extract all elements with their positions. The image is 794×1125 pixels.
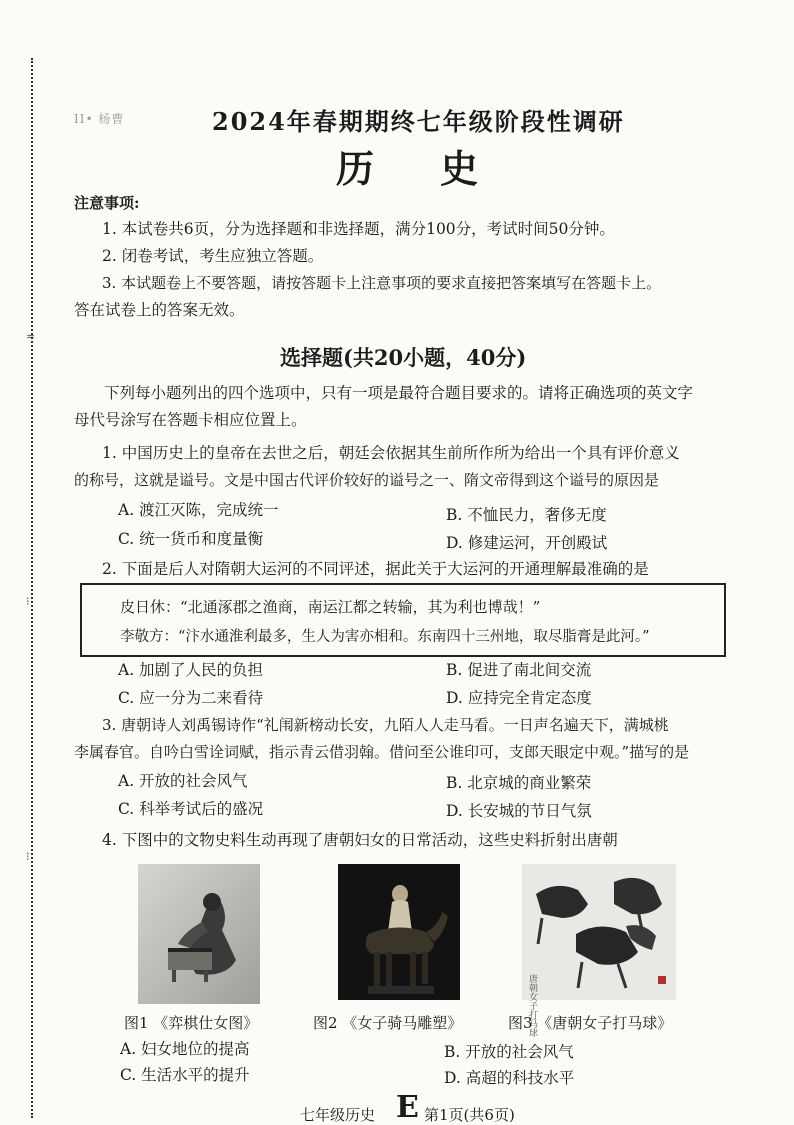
- exam-title: 2024年春期期终七年级阶段性调研: [212, 107, 625, 136]
- q4-option-c: C. 生活水平的提升: [120, 1066, 250, 1084]
- q1-option-c: C. 统一货币和度量衡: [118, 530, 264, 548]
- svg-text:唐朝女子打马球: 唐朝女子打马球: [527, 974, 537, 1037]
- q1-stem: 1. 中国历史上的皇帝在去世之后，朝廷会依据其生前所作所为给出一个具有评价意义: [102, 444, 680, 462]
- figure-3-caption: 图3 《唐朝女子打马球》: [508, 1014, 673, 1032]
- figure-1-caption: 图1 《弈棋仕女图》: [124, 1014, 259, 1032]
- note-item: 答在试卷上的答案无效。: [74, 301, 245, 319]
- q2-option-d: D. 应持完全肯定态度: [446, 689, 592, 707]
- q3-stem: 3. 唐朝诗人刘禹锡诗作“礼闱新榜动长安，九陌人人走马看。一日声名遍天下，满城桃: [102, 716, 669, 734]
- q4-stem: 4. 下图中的文物史料生动再现了唐朝妇女的日常活动，这些史料折射出唐朝: [102, 831, 618, 849]
- binding-mark: ≈: [26, 330, 36, 343]
- q4-option-d: D. 高超的科技水平: [444, 1069, 575, 1087]
- q2-option-a: A. 加剧了人民的负担: [118, 661, 264, 679]
- footer-subject: 七年级历史: [300, 1106, 376, 1124]
- section-title: 选择题(共20小题，40分): [280, 345, 527, 370]
- instruction-line: 母代号涂写在答题卡相应位置上。: [74, 411, 307, 429]
- figure-1-image: [138, 864, 260, 1004]
- q1-option-b: B. 不恤民力，奢侈无度: [446, 506, 607, 524]
- subject-title: 历史: [336, 146, 545, 191]
- q2-option-b: B. 促进了南北间交流: [446, 661, 592, 679]
- note-item: 3. 本试题卷上不要答题，请按答题卡上注意事项的要求直接把答案填写在答题卡上。: [102, 274, 662, 292]
- notes-heading: 注意事项:: [74, 194, 140, 212]
- binding-dotted-line: [31, 58, 33, 1118]
- q3-option-d: D. 长安城的节日气氛: [446, 802, 592, 820]
- q2-option-c: C. 应一分为二来看待: [118, 689, 264, 707]
- q3-option-a: A. 开放的社会风气: [118, 772, 248, 790]
- q1-option-d: D. 修建运河，开创殿试: [446, 534, 608, 552]
- q3-option-b: B. 北京城的商业繁荣: [446, 774, 592, 792]
- note-item: 2. 闭卷考试，考生应独立答题。: [102, 247, 324, 265]
- instruction-line: 下列每小题列出的四个选项中，只有一项是最符合题目要求的。请将正确选项的英文字: [104, 384, 694, 402]
- header-smudge: II• 杨曹: [74, 112, 125, 126]
- q3-option-c: C. 科举考试后的盛况: [118, 800, 264, 818]
- footer-version-mark: E: [396, 1090, 419, 1125]
- q2-stem: 2. 下面是后人对隋朝大运河的不同评述，据此关于大运河的开通理解最准确的是: [102, 560, 649, 578]
- footer-page-number: 第1页(共6页): [424, 1106, 515, 1124]
- quote-pirixiu: 皮日休：“北通涿郡之渔商，南运江都之转输，其为利也博哉！”: [120, 598, 541, 616]
- q4-option-b: B. 开放的社会风气: [444, 1043, 574, 1061]
- quote-lijingfang: 李敬方：“汴水通淮利最多，生人为害亦相和。东南四十三州地，取尽脂膏是此河。”: [120, 629, 650, 645]
- binding-mark: ⁝: [26, 850, 30, 863]
- q3-stem: 李属春官。自吟白雪诠词赋，指示青云借羽翰。借问至公谁印可，支郎天眼定中观。”描写的是: [74, 743, 690, 761]
- quote-box: [80, 583, 726, 657]
- q4-option-a: A. 妇女地位的提高: [120, 1040, 250, 1058]
- note-item: 1. 本试卷共6页，分为选择题和非选择题，满分100分，考试时间50分钟。: [102, 220, 615, 238]
- binding-mark: ⁝: [26, 595, 30, 608]
- q1-stem: 的称号，这就是谥号。文是中国古代评价较好的谥号之一、隋文帝得到这个谥号的原因是: [74, 471, 660, 489]
- figure-2-caption: 图2 《女子骑马雕塑》: [313, 1014, 463, 1032]
- figure-2-image: [338, 864, 460, 1000]
- q1-option-a: A. 渡江灭陈，完成统一: [118, 501, 279, 519]
